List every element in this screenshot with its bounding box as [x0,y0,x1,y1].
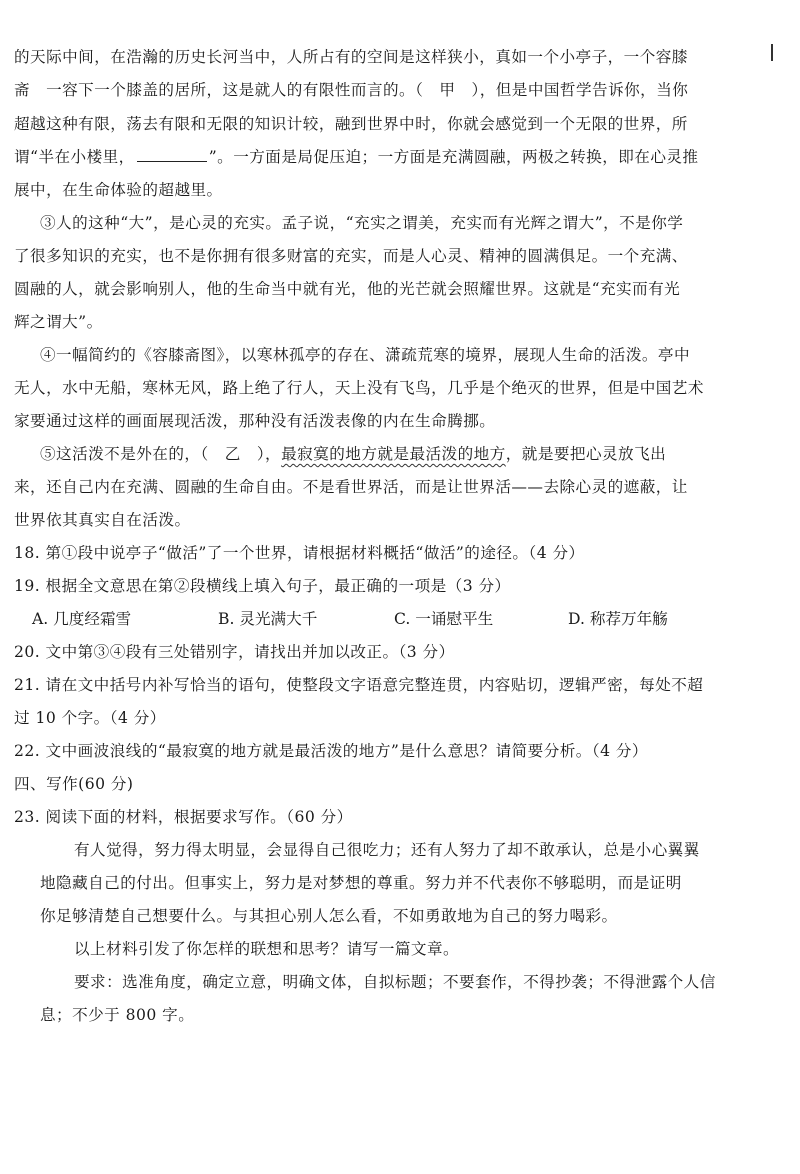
option-b: B. 灵光满大千 [218,610,318,628]
passage-line: 辉之谓大”。 [14,313,103,331]
passage-line: 圆融的人，就会影响别人，他的生命当中就有光，他的光芒就会照耀世界。这就是“充实而有光 [14,280,681,298]
question-20: 20. 文中第③④段有三处错别字，请找出并加以改正。（3 分） [14,643,455,661]
fill-in-blank [137,147,207,162]
option-c: C. 一诵慰平生 [394,610,494,628]
question-21-cont: 过 10 个字。（4 分） [14,709,166,727]
question-21: 21. 请在文中括号内补写恰当的语句，使整段文字语意完整连贯，内容贴切，逻辑严密，每处不超 [14,676,704,694]
passage-line: 的天际中间，在浩瀚的历史长河当中，人所占有的空间是这样狭小，真如一个小亭子，一个容膝 [14,48,688,66]
option-d: D. 称荐万年觞 [568,610,668,628]
passage-line: 斋 一容下一个膝盖的居所，这是就人的有限性而言的。（ 甲 ），但是中国哲学告诉你，当你 [14,81,689,99]
passage-text: ⑤这活泼不是外在的，（ 乙 ）， [40,445,282,463]
passage-text: ”。一方面是局促压迫；一方面是充满圆融，两极之转换，即在心灵推 [208,148,699,166]
option-a: A. 几度经霜雪 [32,610,132,628]
writing-prompt: 以上材料引发了你怎样的联想和思考？请写一篇文章。 [74,940,460,958]
question-22: 22. 文中画波浪线的“最寂寞的地方就是最活泼的地方”是什么意思？请简要分析。（4 分） [14,742,648,760]
passage-line: 了很多知识的充实，也不是你拥有很多财富的充实，而是人心灵、精神的圆满俱足。一个充满、 [14,247,688,265]
passage-line: ③人的这种“大”，是心灵的充实。孟子说，“充实之谓美，充实而有光辉之谓大”，不是你学 [40,214,684,232]
passage-text: 谓“半在小楼里， [14,148,135,166]
passage-text: ，就是要把心灵放飞出 [505,445,667,463]
material-line: 地隐藏自己的付出。但事实上，努力是对梦想的尊重。努力并不代表你不够聪明，而是证明 [40,874,682,892]
passage-line: 展中，在生命体验的超越里。 [14,181,223,199]
passage-line-with-blank [14,147,730,167]
question-23: 23. 阅读下面的材料，根据要求写作。（60 分） [14,808,353,826]
requirements-line: 息；不少于 800 字。 [40,1006,195,1024]
binding-edge-mark [771,44,773,61]
question-19: 19. 根据全文意思在第②段横线上填入句子，最正确的一项是（3 分） [14,577,511,595]
question-18: 18. 第①段中说亭子“做活”了一个世界，请根据材料概括“做活”的途径。（4 分） [14,544,585,562]
passage-line: ④一幅简约的《容膝斋图》，以寒林孤亭的存在、潇疏荒寒的境界，展现人生命的活泼。亭中 [40,346,690,364]
passage-line: 无人，水中无船，寒林无风，路上绝了行人，天上没有飞鸟，几乎是个绝灭的世界，但是中国艺术 [14,379,704,397]
requirements-line: 要求：选准角度，确定立意，明确文体，自拟标题；不要套作，不得抄袭；不得泄露个人信 [74,973,716,991]
passage-line: 来，还自己内在充满、圆融的生命自由。不是看世界活，而是让世界活——去除心灵的遮蔽，让 [14,478,688,496]
material-line: 你足够清楚自己想要什么。与其担心别人怎么看，不如勇敢地为自己的努力喝彩。 [40,907,618,925]
passage-line: 世界依其真实自在活泼。 [14,511,191,529]
passage-line: 家要通过这样的画面展现活泼，那种没有活泼表像的内在生命腾挪。 [14,412,496,430]
question-19-options [32,609,732,629]
passage-line-with-wavy [40,444,730,464]
wavy-underlined-text: 最寂寞的地方就是最活泼的地方 [281,445,506,463]
section-title-writing: 四、写作(60 分) [14,775,134,793]
material-line: 有人觉得，努力得太明显，会显得自己很吃力；还有人努力了却不敢承认，总是小心翼翼 [74,841,700,859]
passage-line: 超越这种有限，荡去有限和无限的知识计较，融到世界中时，你就会感觉到一个无限的世界，所 [14,115,688,133]
